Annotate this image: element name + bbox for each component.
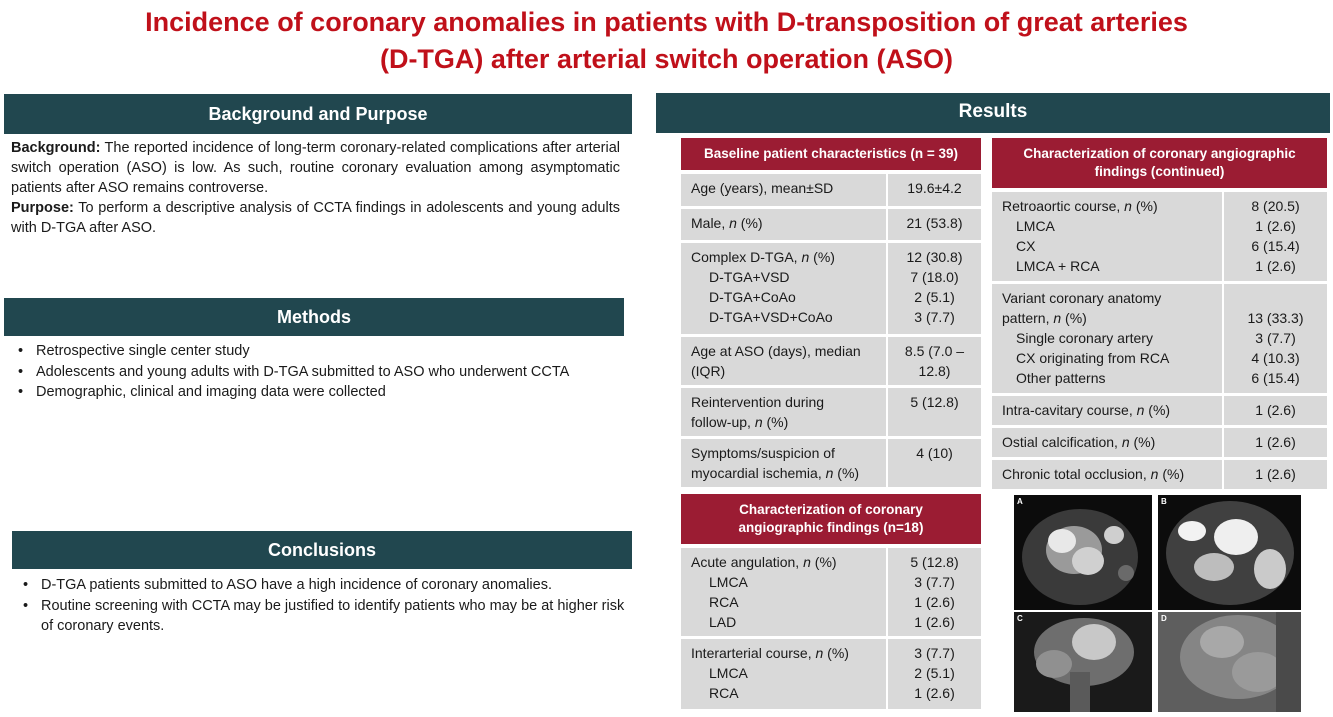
row-value: 3 (7.7) 2 (5.1) 1 (2.6) [886, 639, 981, 709]
image-label: C [1017, 614, 1023, 623]
poster-title-line1: Incidence of coronary anomalies in patients with D-transposition of great arteries [145, 7, 1188, 37]
conclusions-list [15, 575, 625, 637]
sub-label: LMCA [709, 574, 748, 590]
sub-label: CX [1016, 238, 1036, 254]
table-row [681, 639, 981, 709]
sub-label: Single coronary artery [1016, 330, 1153, 346]
row-label: Age (years), mean±SD [691, 180, 834, 196]
conclusions-header: Conclusions [12, 531, 632, 569]
row-value: 1 (2.6) [1222, 428, 1327, 457]
image-label: B [1161, 497, 1167, 506]
row-value: 1 (2.6) [1222, 396, 1327, 425]
results-header: Results [656, 93, 1330, 133]
sub-label: D-TGA+VSD+CoAo [709, 309, 833, 325]
purpose-label: Purpose: [11, 200, 74, 216]
row-label: Retroaortic course, n (%) LMCA CX LMCA + RCA [992, 192, 1222, 281]
row-value: 5 (12.8) 3 (7.7) 1 (2.6) 1 (2.6) [886, 548, 981, 636]
baseline-table [681, 138, 981, 487]
image-label: D [1161, 614, 1167, 623]
table-row [681, 439, 981, 487]
row-label: Age at ASO (days), median (IQR) [691, 343, 861, 379]
ct-scan-graphic [1158, 495, 1301, 610]
sub-label: LAD [709, 614, 737, 630]
row-value: 21 (53.8) [886, 209, 981, 240]
row-value: 13 (33.3) 3 (7.7) 4 (10.3) 6 (15.4) [1222, 284, 1327, 393]
table-row [681, 388, 981, 436]
row-value: 1 (2.6) [1222, 460, 1327, 489]
sub-label: CX originating from RCA [1016, 350, 1170, 366]
table-row [992, 428, 1327, 457]
table-row [992, 460, 1327, 489]
row-label: Male, n (%) [691, 215, 763, 231]
background-header: Background and Purpose [4, 94, 632, 134]
angiographic-findings-continued-title: Characterization of coronary angiographic findings (continued) [992, 138, 1327, 188]
methods-item: • Retrospective single center study [10, 341, 620, 362]
row-value: 19.6±4.2 [886, 174, 981, 206]
row-value: 4 (10) [886, 439, 981, 487]
row-label: Complex D-TGA, n (%) D-TGA+VSD D-TGA+CoAo D-TGA+VSD+CoAo [681, 243, 886, 334]
table-row [992, 284, 1327, 393]
table-row [681, 243, 981, 334]
row-value: 12 (30.8) 7 (18.0) 2 (5.1) 3 (7.7) [886, 243, 981, 334]
conclusions-item: • D-TGA patients submitted to ASO have a high incidence of coronary anomalies. [15, 575, 625, 596]
row-value: 8 (20.5) 1 (2.6) 6 (15.4) 1 (2.6) [1222, 192, 1327, 281]
row-label: Chronic total occlusion, n (%) [1002, 466, 1185, 482]
background-label: Background: [11, 140, 101, 156]
purpose-body: To perform a descriptive analysis of CCTA findings in adolescents and young adults with D-TGA after ASO. [11, 200, 620, 236]
table-row [992, 396, 1327, 425]
sub-label: Other patterns [1016, 370, 1106, 386]
methods-item: • Adolescents and young adults with D-TGA submitted to ASO who underwent CCTA [10, 362, 620, 383]
table-row [681, 174, 981, 206]
baseline-table-title: Baseline patient characteristics (n = 39) [681, 138, 981, 170]
poster-title [0, 4, 1333, 78]
image-label: A [1017, 497, 1023, 506]
ct-scan-graphic [1014, 612, 1152, 712]
table-row [681, 209, 981, 240]
sub-label: LMCA + RCA [1016, 258, 1100, 274]
conclusions-item: • Routine screening with CCTA may be justified to identify patients who may be at higher risk of coronary events. [15, 596, 625, 637]
sub-label: D-TGA+CoAo [709, 289, 796, 305]
sub-label: LMCA [709, 665, 748, 681]
sub-label: RCA [709, 685, 739, 701]
sub-label: RCA [709, 594, 739, 610]
angiographic-findings-continued-table [992, 138, 1327, 489]
background-text-block [11, 138, 620, 238]
sub-label: D-TGA+VSD [709, 269, 790, 285]
angiographic-findings-table [681, 494, 981, 709]
table-row [681, 548, 981, 636]
poster-title-line2: (D-TGA) after arterial switch operation (ASO) [379, 44, 954, 74]
row-label: Symptoms/suspicion of myocardial ischemia, n (%) [691, 445, 860, 481]
row-label: Ostial calcification, n (%) [1002, 434, 1156, 450]
methods-header: Methods [4, 298, 624, 336]
row-value: 5 (12.8) [886, 388, 981, 436]
row-label: Acute angulation, n (%) LMCA RCA LAD [681, 548, 886, 636]
sub-label: LMCA [1016, 218, 1055, 234]
row-label: Interarterial course, n (%) LMCA RCA [681, 639, 886, 709]
row-label: Reintervention during follow-up, n (%) [691, 394, 825, 430]
ct-scan-graphic [1158, 612, 1301, 712]
row-value: 8.5 (7.0 – 12.8) [886, 337, 981, 385]
ct-image-b [1158, 495, 1301, 610]
methods-item: • Demographic, clinical and imaging data were collected [10, 382, 620, 403]
methods-list [10, 341, 620, 403]
table-row [992, 192, 1327, 281]
angiographic-findings-title: Characterization of coronary angiographic findings (n=18) [681, 494, 981, 544]
ct-image-c [1014, 612, 1152, 712]
background-body: The reported incidence of long-term coronary-related complications after arterial switch operation (ASO) is low. As such, routine coronary evaluation among asymptomatic patients after ASO remains controverse. [11, 140, 620, 196]
ct-image-a [1014, 495, 1152, 610]
ct-image-d [1158, 612, 1301, 712]
row-label: Intra-cavitary course, n (%) [1002, 402, 1171, 418]
row-label: Variant coronary anatomy pattern, n (%) Single coronary artery CX originating from RCA Other patterns [992, 284, 1222, 393]
ct-scan-graphic [1014, 495, 1152, 610]
table-row [681, 337, 981, 385]
